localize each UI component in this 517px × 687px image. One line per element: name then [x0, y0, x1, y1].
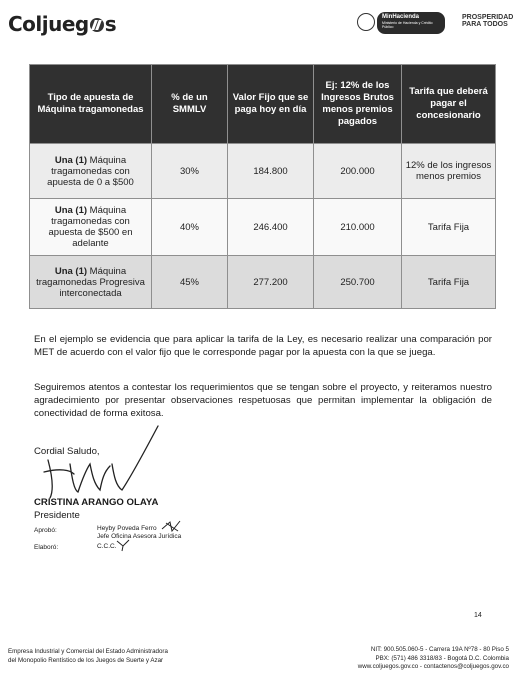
footer-web: www.coljuegos.gov.co - contactenos@coljuegos.gov.co: [357, 663, 509, 670]
cell-fixed: 184.800: [228, 144, 314, 199]
bet-count: Una (1): [54, 154, 88, 166]
cell-rate: Tarifa Fija: [402, 256, 496, 309]
approver-initials-icon: [160, 519, 184, 533]
table-header-row: [30, 65, 496, 144]
signature-icon: [30, 420, 190, 500]
cell-fixed: 277.200: [228, 256, 314, 309]
header-bet-type: Tipo de apuesta de Máquina tragamonedas: [30, 65, 152, 144]
logo-text-start: Coljueg: [8, 12, 89, 36]
bet-count: Una (1): [54, 265, 88, 277]
table-row: [30, 144, 496, 199]
header-rate: Tarifa que deberá pagar el concesionario: [402, 65, 496, 144]
cell-example: 250.700: [314, 256, 402, 309]
coljuegos-logo: [8, 12, 116, 36]
preparer-initials-icon: [115, 538, 131, 552]
greeting: Cordial Saludo,: [34, 446, 100, 457]
cell-bet-type: [30, 199, 152, 256]
prepared-by-label: Elaboró:: [34, 544, 59, 551]
logo-mark-icon: [90, 18, 104, 32]
cell-fixed: 246.400: [228, 199, 314, 256]
bet-description: Máquina tragamonedas Progresiva interconectada: [36, 265, 145, 299]
footer-phone: PBX: (571) 486 3318/83 - Bogotá D.C. Colombia: [375, 654, 509, 662]
slogan-logo: [462, 14, 514, 28]
ministry-subtitle: Ministerio de Hacienda y Crédito Público: [382, 21, 433, 29]
logo-text-end: s: [104, 12, 117, 36]
cell-pct: 30%: [152, 144, 228, 199]
slogan-line-2: PARA TODOS: [462, 21, 508, 28]
footer-address: NIT: 900.505.060-5 - Carrera 19A Nº78 - 80 Piso 5: [370, 646, 509, 653]
bet-description: Máquina tragamonedas con apuesta de 0 a $500: [47, 154, 134, 188]
cell-rate: 12% de los ingresos menos premios: [402, 144, 496, 199]
approved-by-label: Aprobó:: [34, 527, 57, 534]
cell-pct: 45%: [152, 256, 228, 309]
cell-pct: 40%: [152, 199, 228, 256]
header-example: Ej: 12% de los Ingresos Brutos menos premios pagados: [314, 65, 402, 144]
footer-left-line-2: del Monopolio Rentístico de los Juegos de Suerte y Azar: [8, 656, 164, 664]
ministry-logo: [353, 12, 453, 34]
cell-bet-type: [30, 256, 152, 309]
preparer-initials: C.C.C.: [97, 543, 117, 550]
page-number: 14: [474, 612, 482, 619]
table-row: [30, 199, 496, 256]
signer-name: CRISTINA ARANGO OLAYA: [34, 497, 159, 508]
cell-bet-type: [30, 144, 152, 199]
ministry-badge: [377, 12, 445, 34]
fee-table: [29, 64, 496, 309]
bet-count: Una (1): [54, 205, 88, 216]
coat-of-arms-icon: [357, 13, 375, 31]
approver-name: Heyby Poveda Ferro: [97, 525, 157, 532]
paragraph-closing: Seguiremos atentos a contestar los requerimientos que se tengan sobre el proyecto, y reiteramos nuestro agradecimiento por presentar observaciones respetuosas que permitan implementar la obligación de conectividad de forma exitosa.: [34, 382, 492, 419]
header-smmlv-pct: % de un SMMLV: [152, 65, 228, 144]
cell-example: 200.000: [314, 144, 402, 199]
slogan-line-1: PROSPERIDAD: [462, 14, 514, 21]
cell-rate: Tarifa Fija: [402, 199, 496, 256]
header-fixed-value: Valor Fijo que se paga hoy en día: [228, 65, 314, 144]
table-row: [30, 256, 496, 309]
approver-role: Jefe Oficina Asesora Jurídica: [97, 533, 182, 540]
cell-example: 210.000: [314, 199, 402, 256]
ministry-title: MinHacienda: [382, 14, 420, 20]
footer-contact: [358, 646, 509, 672]
footer-company: [8, 648, 168, 665]
bet-description: Máquina tragamonedas con apuesta de $500 en adelante: [48, 205, 133, 249]
signer-role: President​e: [34, 510, 80, 521]
paragraph-example: En el ejemplo se evidencia que para aplicar la tarifa de la Ley, es necesario realizar una comparación por MET de acuerdo con el valor fijo que le corresponde pagar por la apuesta con la que se juega.: [34, 334, 492, 358]
footer-left-line-1: Empresa Industrial y Comercial del Estado Administradora: [8, 648, 168, 655]
